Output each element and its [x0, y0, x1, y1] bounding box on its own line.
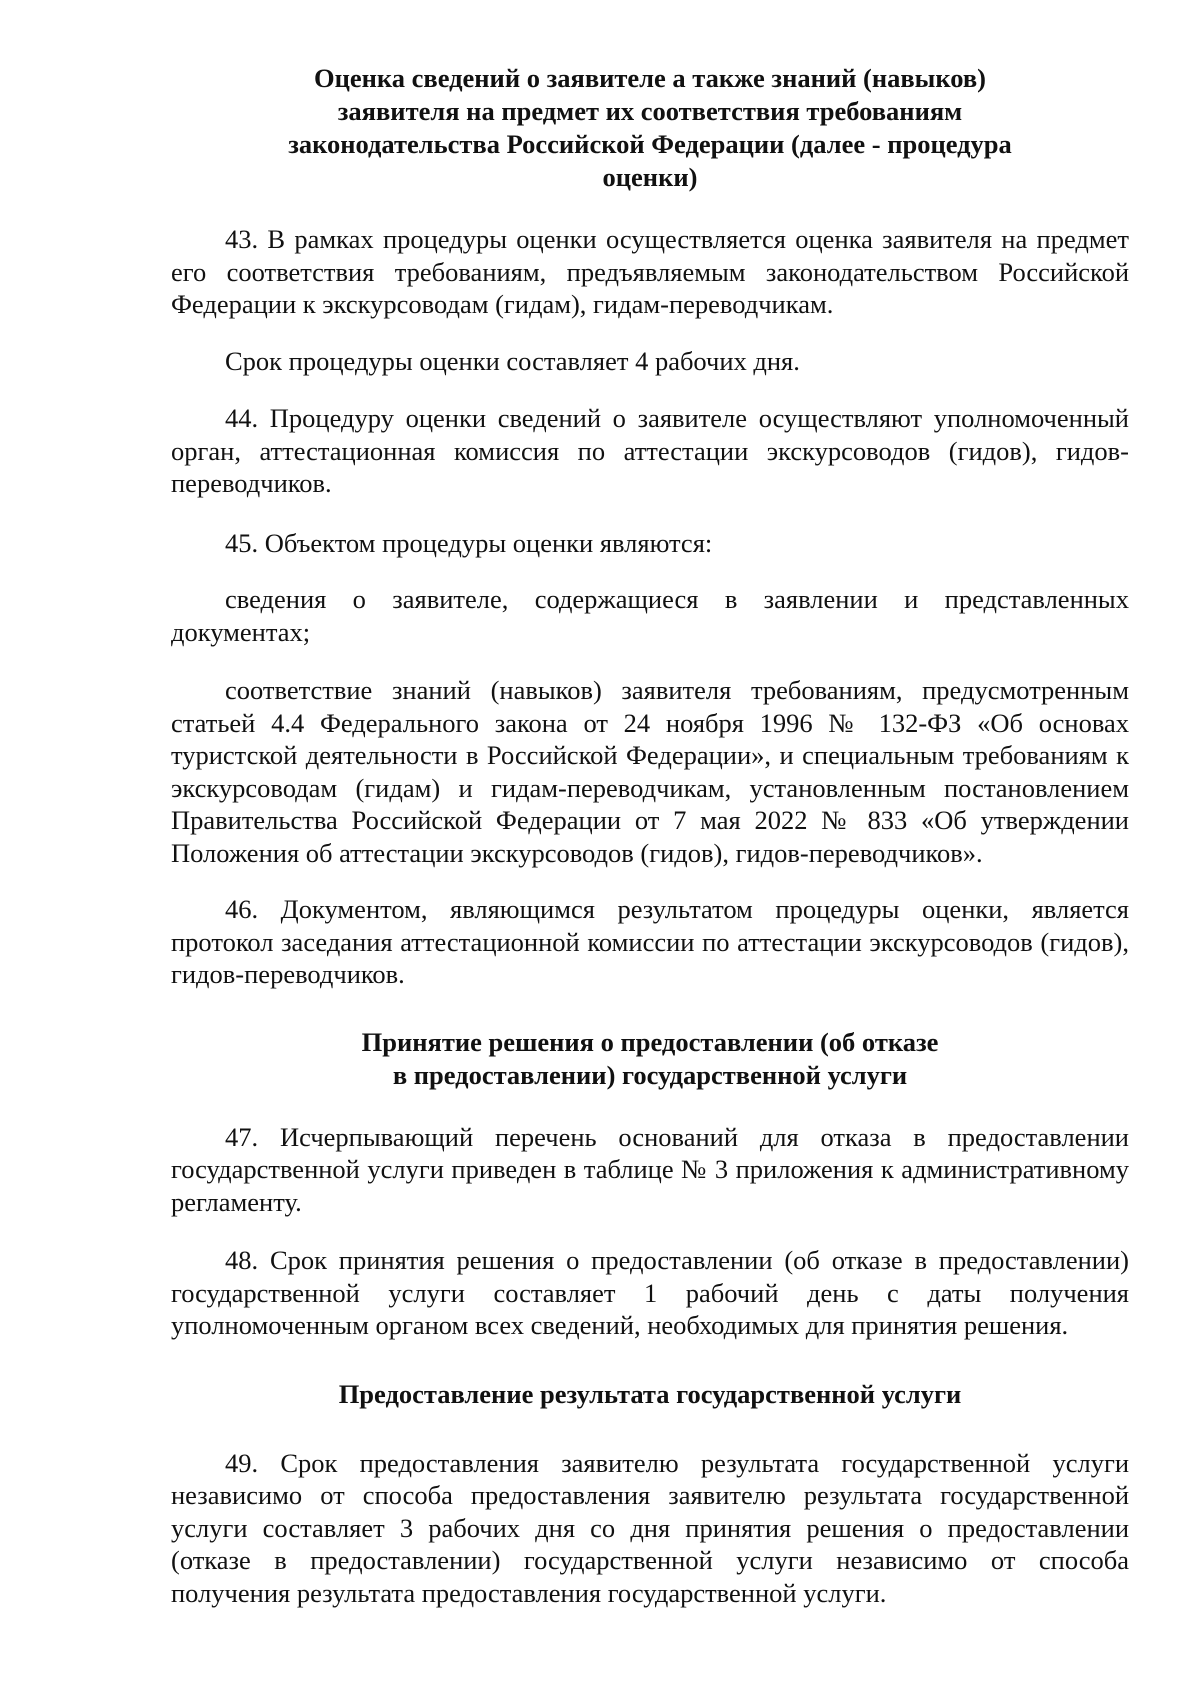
heading-line: законодательства Российской Федерации (далее - процедура	[288, 129, 1012, 159]
page-content	[171, 62, 1129, 1609]
heading-line: оценки)	[602, 162, 698, 192]
paragraph-47: 47. Исчерпывающий перечень оснований для отказа в предоставлении государственной услуги приведен в таблице № 3 приложения к административному регламенту.	[171, 1121, 1129, 1217]
section-heading-decision	[171, 1026, 1129, 1092]
paragraph-45: 45. Объектом процедуры оценки являются:	[225, 527, 713, 558]
heading-line: заявителя на предмет их соответствия требованиям	[337, 96, 963, 126]
paragraph-45-item-2: соответствие знаний (навыков) заявителя требованиям, предусмотренным статьей 4.4 Федерального закона от 24 ноября 1996 № 132-ФЗ «Об основах туристской деятельности в Российской Федерации», и специальным требованиям к экскурсоводам (гидам) и гидам-переводчикам, установленным постановлением Правительства Российской Федерации от 7 мая 2022 № 833 «Об утверждении Положения об аттестации экскурсоводов (гидов), гидов-переводчиков».	[171, 675, 1129, 868]
paragraph-48: 48. Срок принятия решения о предоставлении (об отказе в предоставлении) государственной услуги составляет 1 рабочий день с даты получения уполномоченным органом всех сведений, необходимых для принятия решения.	[171, 1245, 1129, 1340]
section-heading-result	[171, 1378, 1129, 1411]
paragraph-46: 46. Документом, являющимся результатом процедуры оценки, является протокол заседания аттестационной комиссии по аттестации экскурсоводов (гидов), гидов-переводчиков.	[171, 894, 1129, 989]
heading-line: Принятие решения о предоставлении (об отказе	[361, 1026, 939, 1057]
paragraph-43: 43. В рамках процедуры оценки осуществляется оценка заявителя на предмет его соответствия требованиям, предъявляемым законодательством Российской Федерации к экскурсоводам (гидам), гидам-переводчикам.	[171, 224, 1129, 319]
heading-line: Оценка сведений о заявителе а также знаний (навыков)	[313, 63, 987, 93]
section-heading-assessment	[171, 62, 1129, 194]
paragraph-43-term: Срок процедуры оценки составляет 4 рабочих дня.	[225, 345, 800, 376]
heading-line: в предоставлении) государственной услуги	[392, 1059, 908, 1090]
paragraph-49: 49. Срок предоставления заявителю результата государственной услуги независимо от способа предоставления заявителю результата государственной услуги составляет 3 рабочих дня со дня принятия решения о предоставлении (отказе в предоставлении) государственной услуги независимо от способа получения результата предоставления государственной услуги.	[171, 1447, 1129, 1608]
paragraph-45-item-1: сведения о заявителе, содержащиеся в заявлении и представленных документах;	[171, 584, 1129, 647]
paragraph-44: 44. Процедуру оценки сведений о заявителе осуществляют уполномоченный орган, аттестационная комиссия по аттестации экскурсоводов (гидов), гидов-переводчиков.	[171, 403, 1129, 498]
heading-line: Предоставление результата государственной услуги	[338, 1378, 962, 1409]
